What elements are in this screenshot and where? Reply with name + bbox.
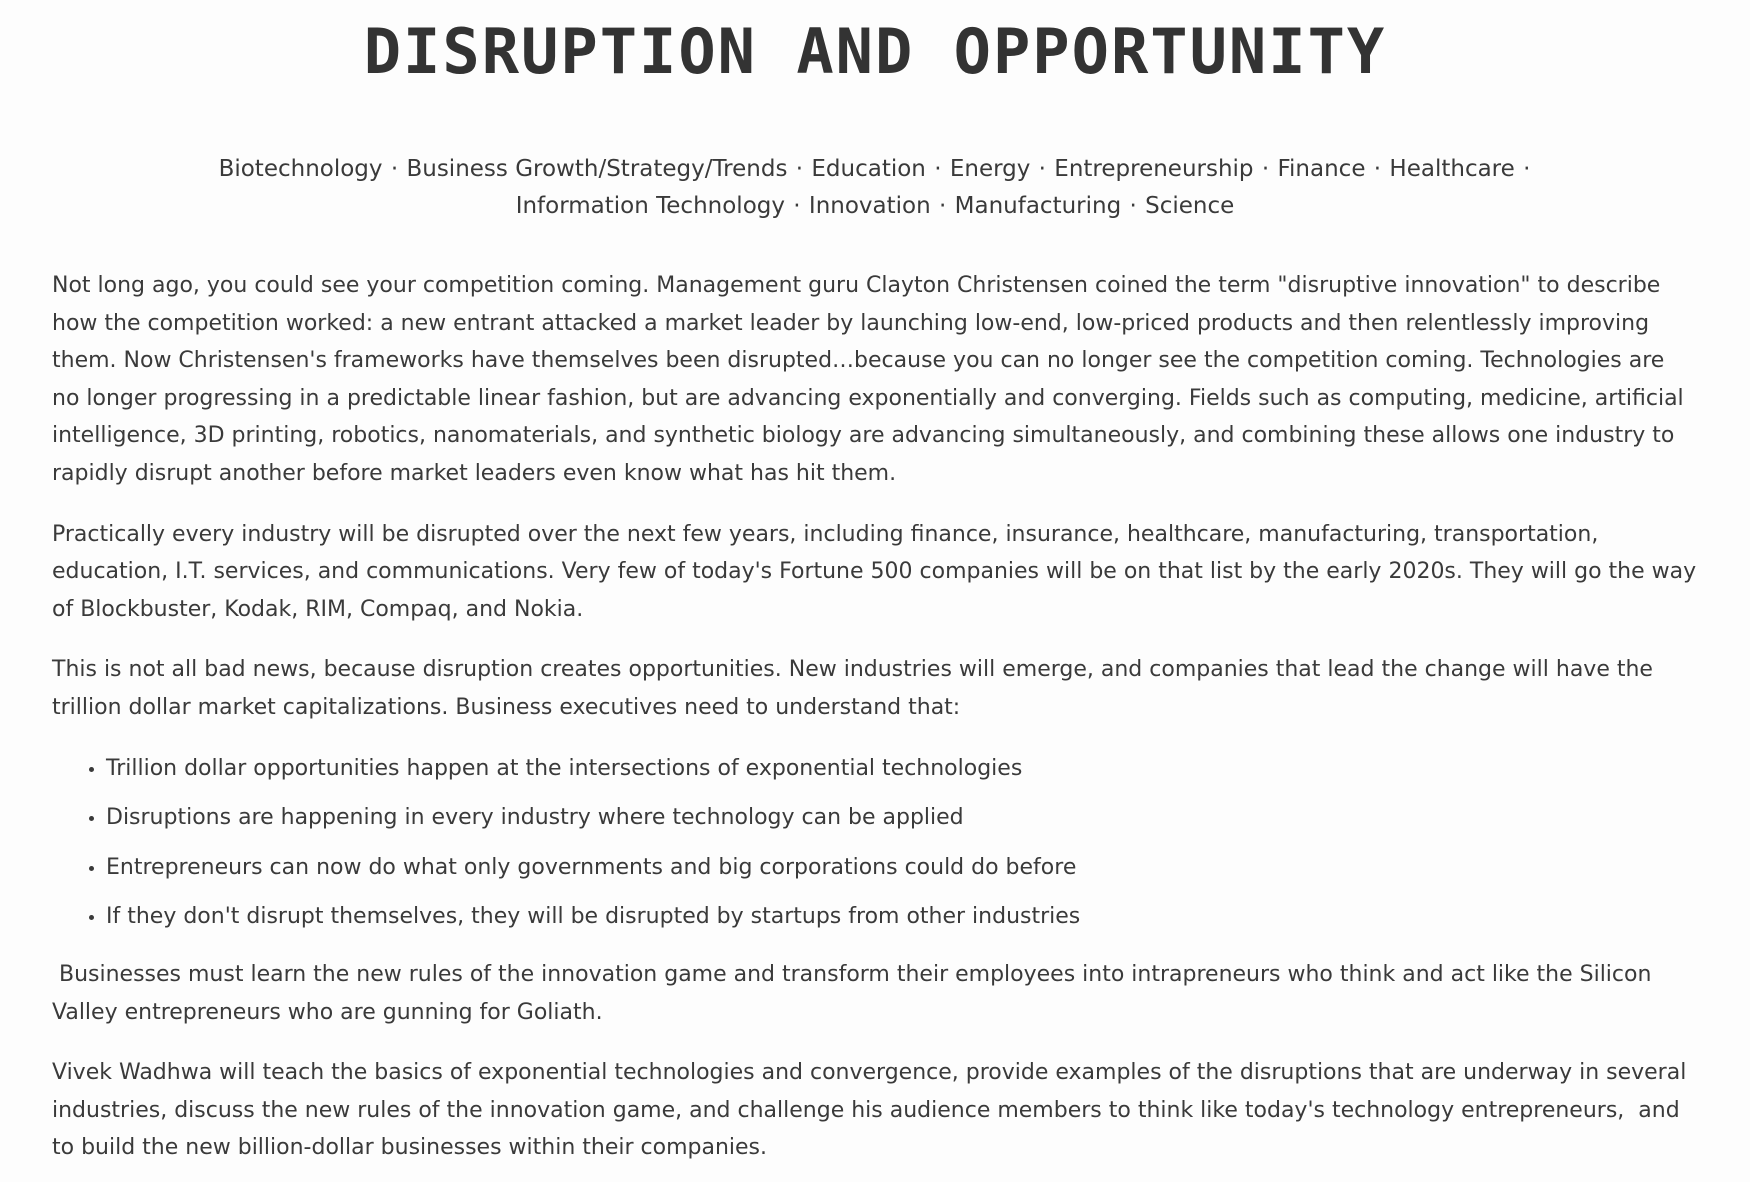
- category-link[interactable]: Manufacturing: [954, 193, 1122, 219]
- industries-paragraph: Practically every industry will be disrupted over the next few years, including finance, insurance, healthcare, manufacturing, transportation, education, I.T. services, and communications. Very few of today's Fortune 500 companies will be on that list by the early 2020s. They will go the way of Blockbuster, Kodak, RIM, Compaq, and Nokia.: [52, 521, 1697, 622]
- key-points-list: [52, 750, 1698, 936]
- category-separator: ·: [1515, 156, 1531, 182]
- category-link[interactable]: Science: [1145, 193, 1235, 219]
- intrapreneurs-paragraph: Businesses must learn the new rules of the innovation game and transform their employees into intrapreneurs who think and act like the Silicon Valley entrepreneurs who are gunning for Goliath.: [52, 961, 1659, 1025]
- category-separator: ·: [788, 156, 811, 182]
- category-link[interactable]: Information Technology: [515, 193, 785, 219]
- list-item: • Entrepreneurs can now do what only governments and big corporations could do before: [106, 849, 1698, 887]
- intro-paragraph: Not long ago, you could see your competition coming. Management guru Clayton Christensen coined the term "disruptive innovation" to describe how the competition worked: a new entrant attacked a market leader by launching low-end, low-priced products and then relentlessly improving them. Now Christensen's frameworks have themselves been disrupted…because you can no longer see the competition coming. Technologies are no longer progressing in a predictable linear fashion, but are advancing exponentially and converging. Fields such as computing, medicine, artificial intelligence, 3D printing, robotics, nanomaterials, and synthetic biology are advancing simultaneously, and combining these allows one industry to rapidly disrupt another before market leaders even know what has hit them.: [52, 273, 1684, 486]
- category-link[interactable]: Education: [811, 156, 926, 182]
- list-item: • If they don't disrupt themselves, they will be disrupted by startups from other industries: [106, 898, 1698, 936]
- category-link[interactable]: Healthcare: [1389, 156, 1515, 182]
- category-link[interactable]: Finance: [1277, 156, 1366, 182]
- category-separator: ·: [931, 193, 954, 219]
- category-link[interactable]: Energy: [949, 156, 1031, 182]
- article-body: [52, 267, 1698, 1167]
- category-link[interactable]: Biotechnology: [218, 156, 383, 182]
- category-separator: ·: [926, 156, 949, 182]
- category-separator: ·: [1254, 156, 1277, 182]
- list-item: • Disruptions are happening in every industry where technology can be applied: [106, 799, 1698, 837]
- category-separator: ·: [383, 156, 406, 182]
- page-title: DISRUPTION AND OPPORTUNITY: [363, 15, 1387, 88]
- category-link[interactable]: Business Growth/Strategy/Trends: [406, 156, 788, 182]
- category-link[interactable]: Innovation: [808, 193, 931, 219]
- list-item: • Trillion dollar opportunities happen at the intersections of exponential technologies: [106, 750, 1698, 788]
- category-separator: ·: [785, 193, 808, 219]
- category-separator: ·: [1366, 156, 1389, 182]
- opportunities-paragraph: This is not all bad news, because disruption creates opportunities. New industries will emerge, and companies that lead the change will have the trillion dollar market capitalizations. Business executives need to understand that:: [52, 657, 1653, 720]
- category-separator: ·: [1031, 156, 1054, 182]
- category-list: [175, 151, 1575, 225]
- category-link[interactable]: Entrepreneurship: [1054, 156, 1254, 182]
- category-separator: ·: [1122, 193, 1145, 219]
- speaker-paragraph: Vivek Wadhwa will teach the basics of exponential technologies and convergence, provide examples of the disruptions that are underway in several industries, discuss the new rules of the innovation game, and challenge his audience members to think like today's technology entrepreneurs, and to build the new billion-dollar businesses within their companies.: [52, 1060, 1694, 1161]
